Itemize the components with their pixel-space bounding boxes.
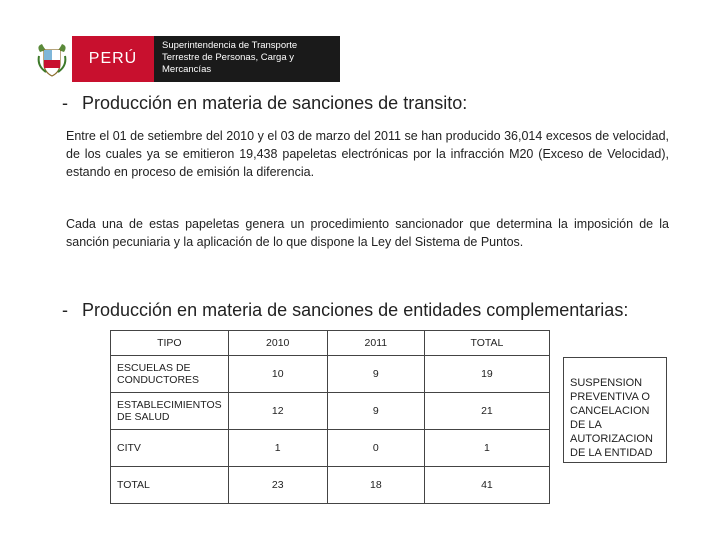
paragraph-procedure: Cada una de estas papeletas genera un procedimiento sancionador que determina la imposición de la sanción pecuniaria y la aplicación de lo que dispone la Ley del Sistema de Puntos. bbox=[66, 217, 669, 249]
suspension-note: SUSPENSION PREVENTIVA O CANCELACION DE LA AUTORIZACION DE LA ENTIDAD bbox=[563, 357, 667, 463]
column-header: 2010 bbox=[228, 331, 327, 356]
cell-tipo: ESTABLECIMIENTOS DE SALUD bbox=[111, 393, 229, 430]
agency-name bbox=[154, 36, 340, 82]
section-title-text: Producción en materia de sanciones de entidades complementarias: bbox=[82, 300, 629, 320]
cell-2011: 0 bbox=[327, 430, 424, 467]
cell-2011: 18 bbox=[327, 467, 424, 504]
cell-total: 19 bbox=[424, 356, 549, 393]
table-row bbox=[111, 467, 550, 504]
bullet-dash: - bbox=[62, 300, 68, 320]
column-header: TIPO bbox=[111, 331, 229, 356]
peru-coat-of-arms-icon bbox=[36, 42, 68, 78]
cell-tipo: ESCUELAS DE CONDUCTORES bbox=[111, 356, 229, 393]
column-header: TOTAL bbox=[424, 331, 549, 356]
country-label: PERÚ bbox=[72, 36, 154, 82]
cell-2011: 9 bbox=[327, 393, 424, 430]
bullet-dash: - bbox=[62, 93, 68, 113]
cell-2011: 9 bbox=[327, 356, 424, 393]
agency-line: Superintendencia de Transporte bbox=[162, 40, 298, 51]
column-header: 2011 bbox=[327, 331, 424, 356]
table-row bbox=[111, 430, 550, 467]
agency-line: Mercancías bbox=[162, 64, 212, 75]
section-title-entities bbox=[62, 300, 628, 321]
table-row bbox=[111, 356, 550, 393]
table-header-row bbox=[111, 331, 550, 356]
cell-total: 41 bbox=[424, 467, 549, 504]
table-row bbox=[111, 393, 550, 430]
cell-total: 1 bbox=[424, 430, 549, 467]
section-title-text: Producción en materia de sanciones de transito: bbox=[82, 93, 468, 113]
cell-tipo: CITV bbox=[111, 430, 229, 467]
cell-2010: 23 bbox=[228, 467, 327, 504]
cell-2010: 1 bbox=[228, 430, 327, 467]
paragraph-speeding: Entre el 01 de setiembre del 2010 y el 03 de marzo del 2011 se han producido 36,014 excesos de velocidad, de los cuales ya se emitieron 19,438 papeletas electrónicas por la infracción M20 (Exceso de Velocidad), estando en proceso de emisión la diferencia. bbox=[66, 129, 669, 179]
header-logo-block bbox=[36, 36, 306, 84]
cell-2010: 12 bbox=[228, 393, 327, 430]
agency-line: Terrestre de Personas, Carga y bbox=[162, 52, 295, 63]
cell-tipo: TOTAL bbox=[111, 467, 229, 504]
section-title-transit bbox=[62, 93, 467, 114]
cell-total: 21 bbox=[424, 393, 549, 430]
cell-2010: 10 bbox=[228, 356, 327, 393]
sanctions-table bbox=[110, 330, 550, 504]
